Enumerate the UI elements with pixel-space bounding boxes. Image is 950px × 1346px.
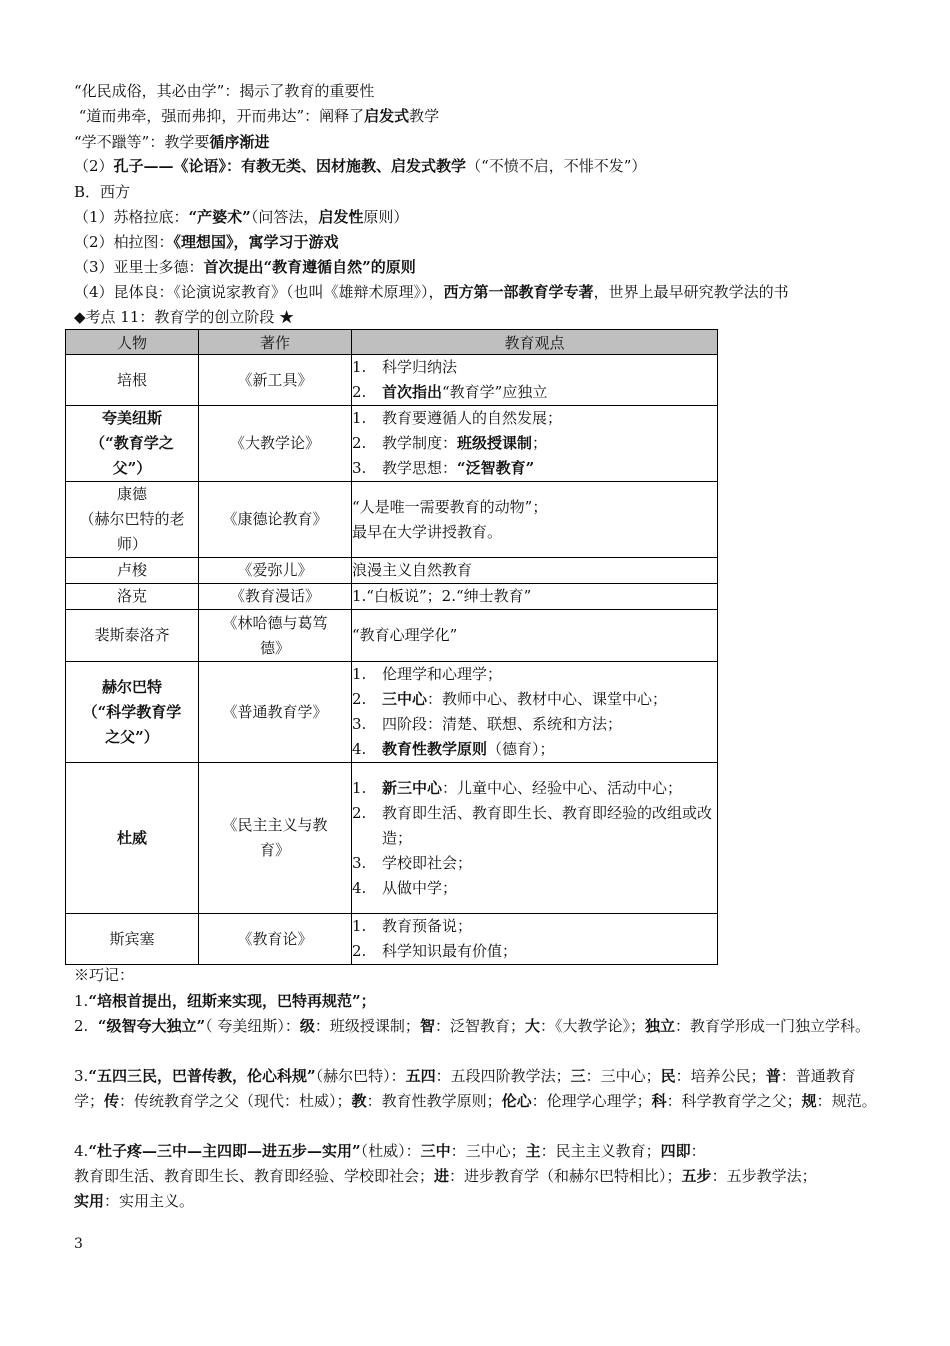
text-run: （2）柏拉图： [74,233,174,251]
text-run: ：三中心； [450,1142,526,1160]
views-cell [352,914,718,965]
item-number: 1. [352,665,367,683]
table-row [66,558,718,584]
item-number: 2. [352,690,367,708]
work-cell [199,355,352,406]
work-line: 《教育论》 [237,929,313,948]
work-line: 《新工具》 [237,370,313,389]
mnemonic-item [74,989,884,1014]
text-run: ：传统教育学之父（现代：杜威）； [119,1092,352,1110]
work-line: 《普通教育学》 [222,702,328,721]
work-line: 《康德论教育》 [222,510,328,528]
item-text [382,355,717,380]
bold-text: 五四 [405,1067,436,1085]
text-run: ： [690,1142,706,1160]
person-line: （“科学教育学 [82,702,182,721]
bold-text: 四即 [660,1142,691,1160]
text-run: 教学思想： [382,459,458,477]
person-cell [66,584,199,610]
person-line: 洛克 [116,587,147,605]
views-cell [352,763,718,914]
text-run: ，世界上最早研究教学法的书 [593,283,789,301]
views-cell [352,482,718,558]
text-run: “教育心理学化” [352,626,458,644]
view-item [352,355,717,380]
view-item [352,687,717,712]
work-line: 《林哈德与葛笃 [222,613,328,632]
table-row [66,914,718,965]
item-number: 2. [352,942,367,960]
item-text [382,456,717,481]
work-cell [199,406,352,482]
text-run: 科学知识最有价值； [382,942,518,960]
text-run: ：教育学形成一门独立学科。 [675,1017,871,1035]
mnemonic-item [74,1164,884,1189]
text-run: “人是唯一需要教育的动物”； [352,497,548,516]
text-run: ：培养公民； [675,1067,766,1085]
bold-text: 班级授课制 [457,434,533,452]
person-line: 赫尔巴特 [101,677,162,696]
text-run: 4. [74,1142,89,1160]
text-line [74,80,374,102]
text-run: 2. [74,1017,98,1035]
bold-text: 西方第一部教育学专著 [443,283,594,301]
text-run: ：五步教学法； [711,1167,817,1185]
text-run: ：泛智教育； [434,1017,525,1035]
view-item [352,914,717,939]
bold-text: 三中心 [382,690,428,708]
bold-text: “泛智教育” [457,459,535,477]
views-cell [352,406,718,482]
theorists-table [65,329,718,965]
work-cell [199,610,352,662]
bold-text: 《理想国》，寓学习于游戏 [173,233,339,251]
text-run: （“不愤不启，不悱不发”） [466,157,647,175]
text-run: 教学 [409,107,440,125]
text-run: “教育学”应独立 [442,383,548,401]
text-line [74,105,439,127]
bold-text: 伦心 [501,1092,532,1110]
view-item [352,456,717,481]
text-run: （杜威）： [360,1142,421,1160]
view-item [352,406,717,431]
bold-text: 进 [434,1167,450,1185]
view-item [352,431,717,456]
view-item [352,939,717,964]
mnemonic-heading: ※巧记： [74,966,135,984]
bold-text: 教 [351,1092,367,1110]
item-number: 1. [352,778,367,797]
text-run: ：《大教学论》； [539,1017,645,1035]
bold-text: 民 [660,1067,676,1085]
text-run: （问答法， [250,208,319,226]
view-item [352,851,717,876]
views-cell [352,584,718,610]
text-line [74,206,408,228]
text-line [74,256,416,278]
bold-text: “五四三民，巴普传教，伦心科规” [88,1067,316,1085]
item-number: 2. [352,383,367,401]
view-item [352,801,717,851]
text-run: B．西方 [74,183,131,201]
table-row [66,406,718,482]
item-text [382,801,717,851]
table-row [66,763,718,914]
person-line: 培根 [116,370,147,389]
person-line: 之父”） [105,727,159,746]
item-text [382,939,717,964]
text-run: （3）亚里士多德： [74,258,204,276]
text-run: 原则） [363,208,409,226]
bold-text: 孔子——《论语》：有教无类、因材施教、启发式教学 [113,157,467,175]
bold-text: 三 [570,1067,586,1085]
person-line: （赫尔巴特的老 [79,510,185,528]
text-run: （赫尔巴特）： [315,1067,406,1085]
bold-text: 启发性 [318,208,364,226]
view-item [352,737,717,762]
item-number: 4. [352,740,367,758]
item-number: 3. [352,459,367,477]
person-cell [66,406,199,482]
text-line [74,155,646,177]
bold-text: “培根首提出，纽斯来实现，巴特再规范”； [88,992,376,1010]
person-cell [66,914,199,965]
item-text [382,876,717,901]
text-run: “道而弗牵，强而弗抑，开而弗达”：阐释了 [74,107,365,125]
item-number: 2. [352,803,367,822]
text-run: 学校即社会； [382,853,473,872]
item-text [382,406,717,431]
item-number: 1. [352,358,367,376]
person-line: （“教育学之 [90,434,174,452]
bold-text: 循序渐进 [209,133,270,151]
text-run: 教育即生活、教育即生长、教育即经验、学校即社会； [74,1167,435,1185]
item-number: 3. [352,853,367,872]
work-line: 《爱弥儿》 [237,561,313,579]
text-run: ：三中心； [585,1067,661,1085]
item-text [382,737,717,762]
text-run: （德育）； [487,740,555,758]
page-number: 3 [74,1236,83,1252]
text-run: ：教育性教学原则； [366,1092,502,1110]
work-cell [199,662,352,763]
item-text [382,776,717,801]
bold-text: 主 [525,1142,541,1160]
bold-text: 智 [419,1017,435,1035]
item-number: 1. [352,409,367,427]
text-run: ：实用主义。 [104,1192,195,1210]
bold-text: 首次指出 [382,383,443,401]
view-item [352,712,717,737]
view-item [352,662,717,687]
header-views: 教育观点 [352,330,718,355]
text-run: 1.“白板说”；2.“绅士教育” [352,587,532,605]
bold-text: 教育性教学原则 [382,740,488,758]
work-cell [199,558,352,584]
text-run: ：规范。 [816,1092,877,1110]
person-line: 康德 [116,485,147,503]
item-text [382,662,717,687]
view-item [352,520,717,545]
work-cell [199,584,352,610]
text-run: 四阶段：清楚、联想、系统和方法； [382,715,623,733]
work-line: 《教育漫话》 [229,587,320,605]
text-run: 伦理学和心理学； [382,665,503,683]
person-cell [66,662,199,763]
text-run: 教学制度： [382,434,458,452]
person-line: 裴斯泰洛齐 [94,626,170,644]
text-run: “化民成俗，其必由学”：揭示了教育的重要性 [74,82,375,100]
work-cell [199,914,352,965]
text-run: ：科学教育学之父； [666,1092,802,1110]
bold-text: 独立 [645,1017,676,1035]
table-row [66,355,718,406]
item-text [382,687,717,712]
text-run: （1）苏格拉底： [74,208,189,226]
person-cell [66,558,199,584]
view-item [352,495,717,520]
item-text [382,914,717,939]
item-text [382,712,717,737]
text-run: （4）昆体良：《论演说家教育》（也叫《雄辩术原理》）， [74,283,444,301]
bold-text: 传 [104,1092,120,1110]
work-line: 育》 [259,841,290,859]
work-cell [199,482,352,558]
text-line [74,131,269,153]
bold-text: “杜子疼—三中—主四即—进五步—实用” [88,1142,361,1160]
view-item [352,776,717,801]
text-run: ：普通教育学； [74,1067,856,1110]
bold-text: 三中 [420,1142,451,1160]
text-run: ； [532,434,548,452]
table-row [66,584,718,610]
text-run: 3. [74,1067,89,1085]
person-cell [66,355,199,406]
text-run: 从做中学； [382,878,458,897]
text-line [74,231,339,253]
bold-text: 实用 [74,1192,105,1210]
person-line: 夸美纽斯 [101,409,162,427]
mnemonic-item [74,1014,884,1039]
work-cell [199,763,352,914]
text-run: 教育即生活、教育即生长、教育即经验的改组或改造； [382,803,713,847]
table-header-row [66,330,718,355]
header-work: 著作 [199,330,352,355]
text-line [74,181,130,203]
view-item [352,876,717,901]
views-cell [352,355,718,406]
text-run: 浪漫主义自然教育 [352,561,473,579]
views-cell [352,662,718,763]
text-run: ：教师中心、教材中心、课堂中心； [427,690,668,708]
table-row [66,662,718,763]
text-run: ◆考点 11：教育学的创立阶段 ★ [74,308,295,326]
mnemonic-item [74,1189,884,1214]
bold-text: 规 [801,1092,817,1110]
text-run: ：伦理学心理学； [531,1092,652,1110]
text-run: 1. [74,992,89,1010]
work-line: 《大教学论》 [229,434,320,452]
person-line: 斯宾塞 [109,929,155,948]
text-run: 教育预备说； [382,917,473,935]
mnemonic-item [74,1064,884,1114]
item-number: 1. [352,917,367,935]
text-run: ：儿童中心、经验中心、活动中心； [442,778,683,797]
person-cell [66,763,199,914]
bold-text: 科 [651,1092,667,1110]
text-run: ：民主主义教育； [540,1142,661,1160]
bold-text: 级 [299,1017,315,1035]
item-number: 3. [352,715,367,733]
views-cell [352,558,718,584]
item-text [382,431,717,456]
item-number: 2. [352,434,367,452]
text-run: “学不躐等”：教学要 [74,133,210,151]
work-line: 《民主主义与教 [222,816,328,834]
views-cell [352,610,718,662]
bold-text: 首次提出“教育遵循自然”的原则 [203,258,416,276]
person-line: 杜威 [116,828,147,847]
view-item [352,623,717,648]
view-item [352,584,717,609]
work-line: 德》 [259,638,290,657]
item-text [382,380,717,405]
bold-text: “级智夸大独立” [97,1017,206,1035]
text-run: ：五段四阶教学法； [435,1067,571,1085]
item-number: 4. [352,878,367,897]
view-item [352,558,717,583]
table-row [66,482,718,558]
view-item [352,380,717,405]
bold-text: 新三中心 [382,778,443,797]
text-run: 最早在大学讲授教育。 [352,522,503,541]
text-run: 科学归纳法 [382,358,458,376]
person-cell [66,482,199,558]
text-run: ：班级授课制； [314,1017,420,1035]
header-person: 人物 [66,330,199,355]
bold-text: 大 [524,1017,540,1035]
bold-text: “产婆术” [188,208,251,226]
item-text [382,851,717,876]
person-line: 卢梭 [116,561,147,579]
person-cell [66,610,199,662]
table-row [66,610,718,662]
mnemonic-item [74,1139,884,1164]
text-line [74,281,789,303]
person-line: 父”） [112,459,152,477]
person-line: 师） [116,535,147,553]
text-run: （2） [74,157,114,175]
text-run: ：进步教育学（和赫尔巴特相比）； [449,1167,682,1185]
bold-text: 启发式 [364,107,410,125]
text-run: （ 夸美纽斯）： [205,1017,300,1035]
section-heading [74,306,294,328]
bold-text: 普 [765,1067,781,1085]
bold-text: 五步 [681,1167,712,1185]
text-run: 教育要遵循人的自然发展； [382,409,563,427]
